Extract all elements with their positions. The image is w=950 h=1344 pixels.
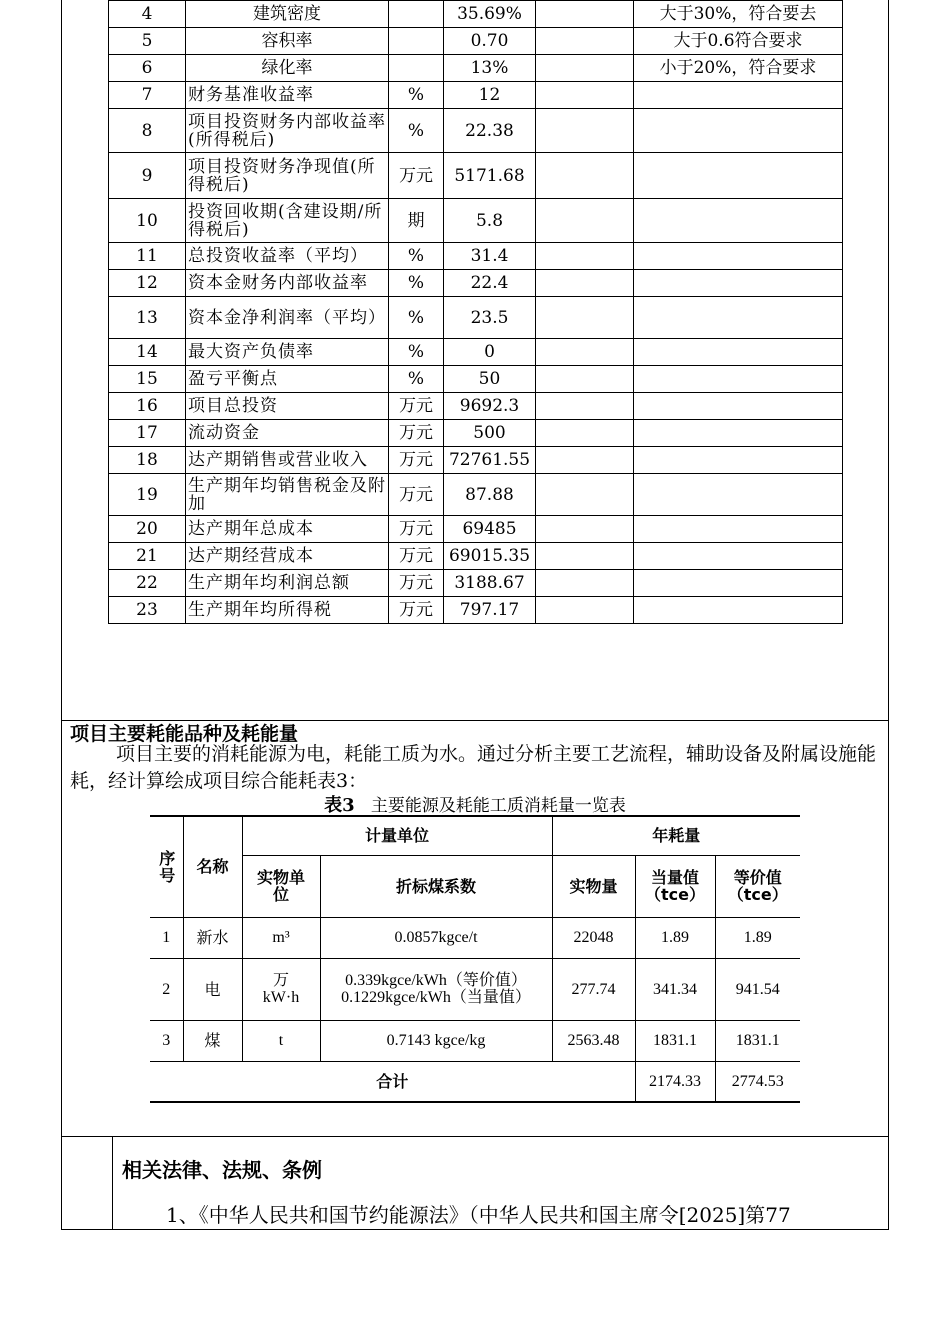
row-extra — [536, 543, 634, 570]
row-value: 500 — [444, 420, 536, 447]
row-note — [634, 297, 843, 339]
row-extra — [536, 199, 634, 243]
cell-price: 1831.1 — [715, 1020, 800, 1061]
row-name: 达产期年总成本 — [186, 516, 389, 543]
row-name: 盈亏平衡点 — [186, 366, 389, 393]
cell-name: 煤 — [183, 1020, 242, 1061]
row-extra — [536, 28, 634, 55]
row-extra — [536, 474, 634, 516]
row-note — [634, 243, 843, 270]
row-number: 17 — [109, 420, 186, 447]
row-extra — [536, 420, 634, 447]
row-number: 6 — [109, 55, 186, 82]
row-extra — [536, 297, 634, 339]
table-row — [109, 474, 843, 516]
law-item-1: 1、《中华人民共和国节约能源法》（中华人民共和国主席令[2025]第77 — [166, 1203, 791, 1227]
row-extra — [536, 516, 634, 543]
row-number: 11 — [109, 243, 186, 270]
row-unit: % — [389, 366, 444, 393]
row-number: 10 — [109, 199, 186, 243]
row-unit: % — [389, 270, 444, 297]
table-row — [109, 516, 843, 543]
row-name: 达产期销售或营业收入 — [186, 447, 389, 474]
row-name: 生产期年均利润总额 — [186, 570, 389, 597]
row-name: 项目投资财务内部收益率(所得税后) — [186, 109, 389, 153]
table-row — [109, 1, 843, 28]
row-unit: 万元 — [389, 393, 444, 420]
row-unit: % — [389, 109, 444, 153]
th-annual: 年耗量 — [552, 816, 800, 855]
row-unit: 万元 — [389, 543, 444, 570]
row-name: 项目总投资 — [186, 393, 389, 420]
row-name: 容积率 — [186, 28, 389, 55]
row-note — [634, 516, 843, 543]
row-value: 31.4 — [444, 243, 536, 270]
row-number: 23 — [109, 597, 186, 624]
row-note — [634, 339, 843, 366]
cell-qty: 277.74 — [552, 958, 635, 1020]
row-note — [634, 447, 843, 474]
row-extra — [536, 1, 634, 28]
row-unit: 万元 — [389, 474, 444, 516]
row-unit: 万元 — [389, 153, 444, 199]
cell-unit: m³ — [242, 917, 320, 958]
cell-price: 941.54 — [715, 958, 800, 1020]
row-note — [634, 153, 843, 199]
th-name: 名称 — [183, 816, 242, 917]
th-equal-price: 等价值（tce） — [715, 855, 800, 917]
table-row — [109, 570, 843, 597]
cell-no: 1 — [150, 917, 183, 958]
row-note — [634, 420, 843, 447]
table-row — [109, 366, 843, 393]
table-row — [109, 420, 843, 447]
row-value: 5171.68 — [444, 153, 536, 199]
row-name: 达产期经营成本 — [186, 543, 389, 570]
row-unit — [389, 55, 444, 82]
table-row — [109, 543, 843, 570]
row-value: 22.38 — [444, 109, 536, 153]
energy-section-paragraph: 项目主要的消耗能源为电，耗能工质为水。通过分析主要工艺流程，辅助设备及附属设施能耗，经计算绘成项目综合能耗表3： — [70, 743, 877, 792]
table-row — [109, 199, 843, 243]
row-extra — [536, 393, 634, 420]
energy-section-title: 项目主要耗能品种及耗能量 — [70, 723, 299, 745]
row-extra — [536, 109, 634, 153]
row-note — [634, 199, 843, 243]
row-value: 35.69% — [444, 1, 536, 28]
row-number: 7 — [109, 82, 186, 109]
row-number: 15 — [109, 366, 186, 393]
table-row — [150, 917, 800, 958]
row-extra — [536, 570, 634, 597]
table-row — [109, 82, 843, 109]
row-note — [634, 393, 843, 420]
row-note: 小于20%，符合要求 — [634, 55, 843, 82]
row-number: 5 — [109, 28, 186, 55]
table-row — [109, 270, 843, 297]
cell-qty: 2563.48 — [552, 1020, 635, 1061]
cell-name: 电 — [183, 958, 242, 1020]
cell-name: 新水 — [183, 917, 242, 958]
row-name: 绿化率 — [186, 55, 389, 82]
total-price: 2774.53 — [715, 1061, 800, 1102]
cell-qty: 22048 — [552, 917, 635, 958]
row-number: 19 — [109, 474, 186, 516]
table3-caption-text: 主要能源及耗能工质消耗量一览表 — [370, 796, 626, 816]
cell-factor: 0.339kgce/kWh（等价值）0.1229kgce/kWh（当量值） — [320, 958, 552, 1020]
row-extra — [536, 339, 634, 366]
row-unit — [389, 28, 444, 55]
table-row — [109, 447, 843, 474]
table-row — [150, 958, 800, 1020]
cell-no: 2 — [150, 958, 183, 1020]
row-note — [634, 597, 843, 624]
table-row — [150, 1020, 800, 1061]
th-no: 序号 — [150, 816, 183, 917]
row-number: 14 — [109, 339, 186, 366]
row-value: 23.5 — [444, 297, 536, 339]
cell-equiv: 1.89 — [635, 917, 715, 958]
row-extra — [536, 82, 634, 109]
cell-price: 1.89 — [715, 917, 800, 958]
row-value: 50 — [444, 366, 536, 393]
row-number: 18 — [109, 447, 186, 474]
table-row — [109, 109, 843, 153]
row-value: 69485 — [444, 516, 536, 543]
row-value: 0 — [444, 339, 536, 366]
row-number: 16 — [109, 393, 186, 420]
th-physical-unit: 实物单位 — [242, 855, 320, 917]
table-row — [109, 597, 843, 624]
table-row — [109, 243, 843, 270]
total-equiv: 2174.33 — [635, 1061, 715, 1102]
cell-no: 3 — [150, 1020, 183, 1061]
cell-equiv: 1831.1 — [635, 1020, 715, 1061]
table-row — [109, 339, 843, 366]
row-number: 4 — [109, 1, 186, 28]
row-number: 12 — [109, 270, 186, 297]
table3-caption — [150, 791, 800, 817]
row-value: 797.17 — [444, 597, 536, 624]
row-note — [634, 366, 843, 393]
row-unit: 万元 — [389, 597, 444, 624]
row-note — [634, 543, 843, 570]
row-number: 9 — [109, 153, 186, 199]
row-name: 生产期年均所得税 — [186, 597, 389, 624]
row-value: 0.70 — [444, 28, 536, 55]
total-label: 合计 — [150, 1061, 635, 1102]
row-unit: % — [389, 297, 444, 339]
row-extra — [536, 597, 634, 624]
row-extra — [536, 55, 634, 82]
table-row — [109, 28, 843, 55]
row-unit: 万元 — [389, 570, 444, 597]
th-coal-factor: 折标煤系数 — [320, 855, 552, 917]
table-row — [109, 153, 843, 199]
row-extra — [536, 153, 634, 199]
cell-unit: t — [242, 1020, 320, 1061]
row-unit: % — [389, 82, 444, 109]
row-name: 资本金净利润率（平均） — [186, 297, 389, 339]
th-physical-qty: 实物量 — [552, 855, 635, 917]
row-value: 3188.67 — [444, 570, 536, 597]
row-note — [634, 270, 843, 297]
row-unit: 期 — [389, 199, 444, 243]
row-note — [634, 474, 843, 516]
row-note: 大于30%，符合要去 — [634, 1, 843, 28]
row-number: 13 — [109, 297, 186, 339]
row-number: 8 — [109, 109, 186, 153]
th-equiv-value: 当量值（tce） — [635, 855, 715, 917]
row-extra — [536, 243, 634, 270]
th-measure-unit: 计量单位 — [242, 816, 552, 855]
row-number: 20 — [109, 516, 186, 543]
row-number: 21 — [109, 543, 186, 570]
row-number: 22 — [109, 570, 186, 597]
table-row — [109, 393, 843, 420]
row-extra — [536, 366, 634, 393]
row-unit: % — [389, 243, 444, 270]
row-name: 生产期年均销售税金及附加 — [186, 474, 389, 516]
row-value: 13% — [444, 55, 536, 82]
row-value: 5.8 — [444, 199, 536, 243]
law-section-divider — [112, 1136, 113, 1230]
cell-unit: 万kW·h — [242, 958, 320, 1020]
row-value: 22.4 — [444, 270, 536, 297]
row-unit: 万元 — [389, 447, 444, 474]
cell-factor: 0.0857kgce/t — [320, 917, 552, 958]
row-name: 建筑密度 — [186, 1, 389, 28]
row-note — [634, 82, 843, 109]
row-name: 总投资收益率（平均） — [186, 243, 389, 270]
row-value: 72761.55 — [444, 447, 536, 474]
row-name: 流动资金 — [186, 420, 389, 447]
row-value: 87.88 — [444, 474, 536, 516]
row-value: 12 — [444, 82, 536, 109]
row-value: 9692.3 — [444, 393, 536, 420]
row-note — [634, 109, 843, 153]
table-row — [109, 55, 843, 82]
cell-factor: 0.7143 kgce/kg — [320, 1020, 552, 1061]
row-name: 财务基准收益率 — [186, 82, 389, 109]
row-unit: % — [389, 339, 444, 366]
law-section-title: 相关法律、法规、条例 — [122, 1158, 322, 1182]
row-extra — [536, 270, 634, 297]
row-name: 投资回收期(含建设期/所得税后) — [186, 199, 389, 243]
row-unit — [389, 1, 444, 28]
row-note: 大于0.6符合要求 — [634, 28, 843, 55]
row-unit: 万元 — [389, 420, 444, 447]
row-extra — [536, 447, 634, 474]
energy-consumption-table — [150, 815, 800, 1103]
row-value: 69015.35 — [444, 543, 536, 570]
row-note — [634, 570, 843, 597]
row-name: 最大资产负债率 — [186, 339, 389, 366]
indicator-table — [108, 0, 843, 624]
row-name: 项目投资财务净现值(所得税后) — [186, 153, 389, 199]
table3-caption-label: 表3 — [324, 795, 355, 816]
table-row — [109, 297, 843, 339]
row-unit: 万元 — [389, 516, 444, 543]
cell-equiv: 341.34 — [635, 958, 715, 1020]
row-name: 资本金财务内部收益率 — [186, 270, 389, 297]
